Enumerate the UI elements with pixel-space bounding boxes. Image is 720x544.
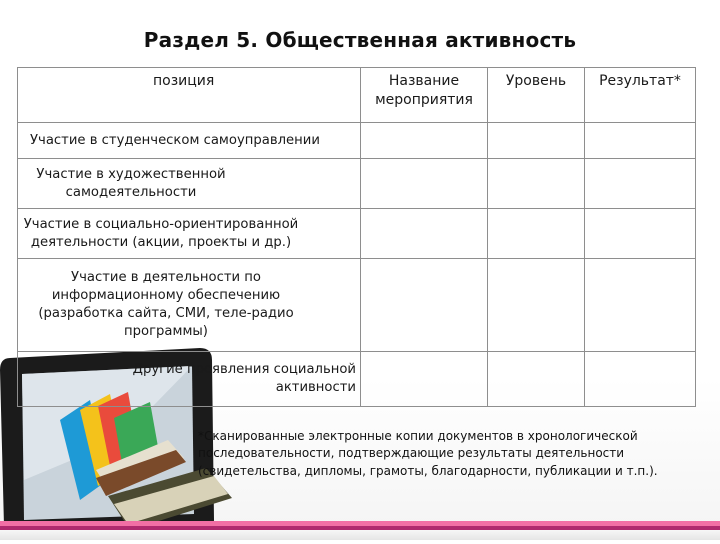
event-name-cell[interactable] [361,159,488,209]
event-name-cell[interactable] [361,209,488,259]
table-row [18,209,696,259]
table-header-row [18,68,696,123]
result-cell[interactable] [585,159,696,209]
event-name-cell[interactable] [361,352,488,407]
table-row [18,352,696,407]
header-position: позиция [18,68,361,123]
activity-table [17,67,696,407]
result-cell[interactable] [585,123,696,159]
event-name-cell[interactable] [361,123,488,159]
event-name-cell[interactable] [361,259,488,352]
row-position-cell: Участие в студенческом самоуправлении [18,123,361,159]
header-result: Результат* [585,68,696,123]
row-position-cell: Участие в художественной самодеятельности [18,159,361,209]
row-position-cell: Участие в социально-ориентированной деятельности (акции, проекты и др.) [18,209,361,259]
result-cell[interactable] [585,352,696,407]
level-cell[interactable] [488,159,585,209]
level-cell[interactable] [488,123,585,159]
row-position-cell: Другие проявления социальной активности [18,352,361,407]
table-row [18,259,696,352]
footnote: *Сканированные электронные копии документов в хронологической последовательности, подтверждающие результаты деятельности (свидетельства, дипломы, грамоты, благодарности, публикации и т.п.). [198,429,658,478]
table-row [18,123,696,159]
level-cell[interactable] [488,259,585,352]
page-title: Раздел 5. Общественная активность [143,28,577,52]
result-cell[interactable] [585,209,696,259]
level-cell[interactable] [488,352,585,407]
row-position-cell: Участие в деятельности по информационному обеспечению (разработка сайта, СМИ, теле-радио программы) [18,259,361,352]
header-level: Уровень [488,68,585,123]
bottom-stripe-grey [0,530,720,540]
result-cell[interactable] [585,259,696,352]
header-event-name: Название мероприятия [361,68,488,123]
level-cell[interactable] [488,209,585,259]
table-row [18,159,696,209]
